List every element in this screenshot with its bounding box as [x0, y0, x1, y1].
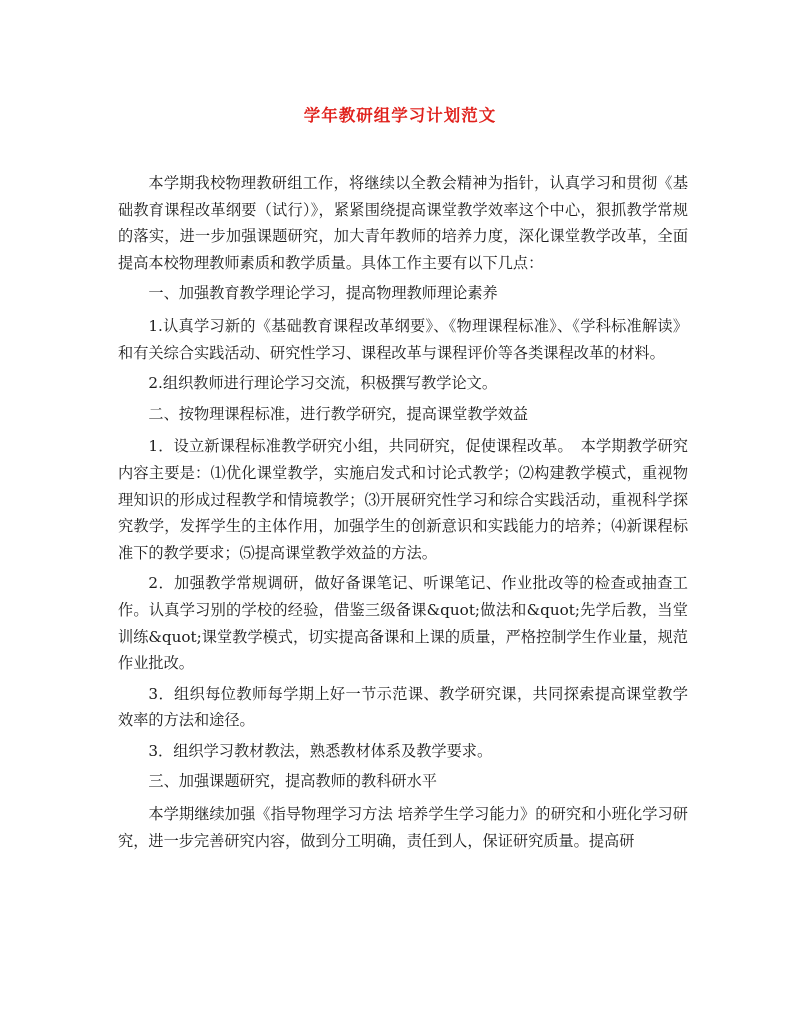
section-heading-2: 二、按物理课程标准，进行教学研究，提高课堂教学效益 — [148, 404, 529, 423]
intro-paragraph: 本学期我校物理教研组工作，将继续以全教会精神为指针，认真学习和贯彻《基础教育课程改革纲要（试行）》，紧紧围绕提高课堂教学效率这个中心，狠抓教学常规的落实，进一步加强课题研究，加大青年教师的培养力度，深化课堂教学改革，全面提高本校物理教师素质和教学质量。具体工作主要有以下几点： — [118, 174, 688, 272]
section-2-item-3: 3．组织每位教师每学期上好一节示范课、教学研究课，共同探索提高课堂教学效率的方法和途径。 — [118, 684, 688, 730]
section-heading-1: 一、加强教育教学理论学习，提高物理教师理论素养 — [148, 284, 498, 303]
section-heading-3: 三、加强课题研究，提高教师的教科研水平 — [148, 772, 437, 791]
section-2-item-1: 1．设立新课程标准教学研究小组，共同研究，促使课程改革。 本学期教学研究内容主要是：⑴优化课堂教学，实施启发式和讨论式教学；⑵构建教学模式，重视物理知识的形成过程教学和情境教学；⑶开展研究性学习和综合实践活动，重视科学探究教学，发挥学生的主体作用，加强学生的创新意识和实践能力的培养；⑷新课程标准下的教学要求；⑸提高课堂教学效益的方法。 — [118, 437, 688, 562]
section-3-paragraph: 本学期继续加强《指导物理学习方法 培养学生学习能力》的研究和小班化学习研究，进一步完善研究内容，做到分工明确，责任到人，保证研究质量。提高研 — [118, 805, 688, 850]
section-1-item-1: 1.认真学习新的《基础教育课程改革纲要》、《物理课程标准》、《学科标准解读》和有关综合实践活动、研究性学习、课程改革与课程评价等各类课程改革的材料。 — [118, 316, 688, 362]
section-2-item-2: 2．加强教学常规调研，做好备课笔记、听课笔记、作业批改等的检查或抽查工作。认真学习别的学校的经验，借鉴三级备课&quot;做法和&quot;先学后教，当堂训练&quot;课堂教学模式，切实提高备课和上课的质量，严格控制学生作业量，规范作业批改。 — [118, 574, 688, 673]
document-body — [118, 170, 688, 858]
document-title: 学年教研组学习计划范文 — [303, 106, 497, 125]
section-2-item-4: 3．组织学习教材教法，熟悉教材体系及教学要求。 — [148, 741, 493, 760]
section-1-item-2: 2.组织教师进行理论学习交流，积极撰写教学论文。 — [148, 374, 498, 393]
